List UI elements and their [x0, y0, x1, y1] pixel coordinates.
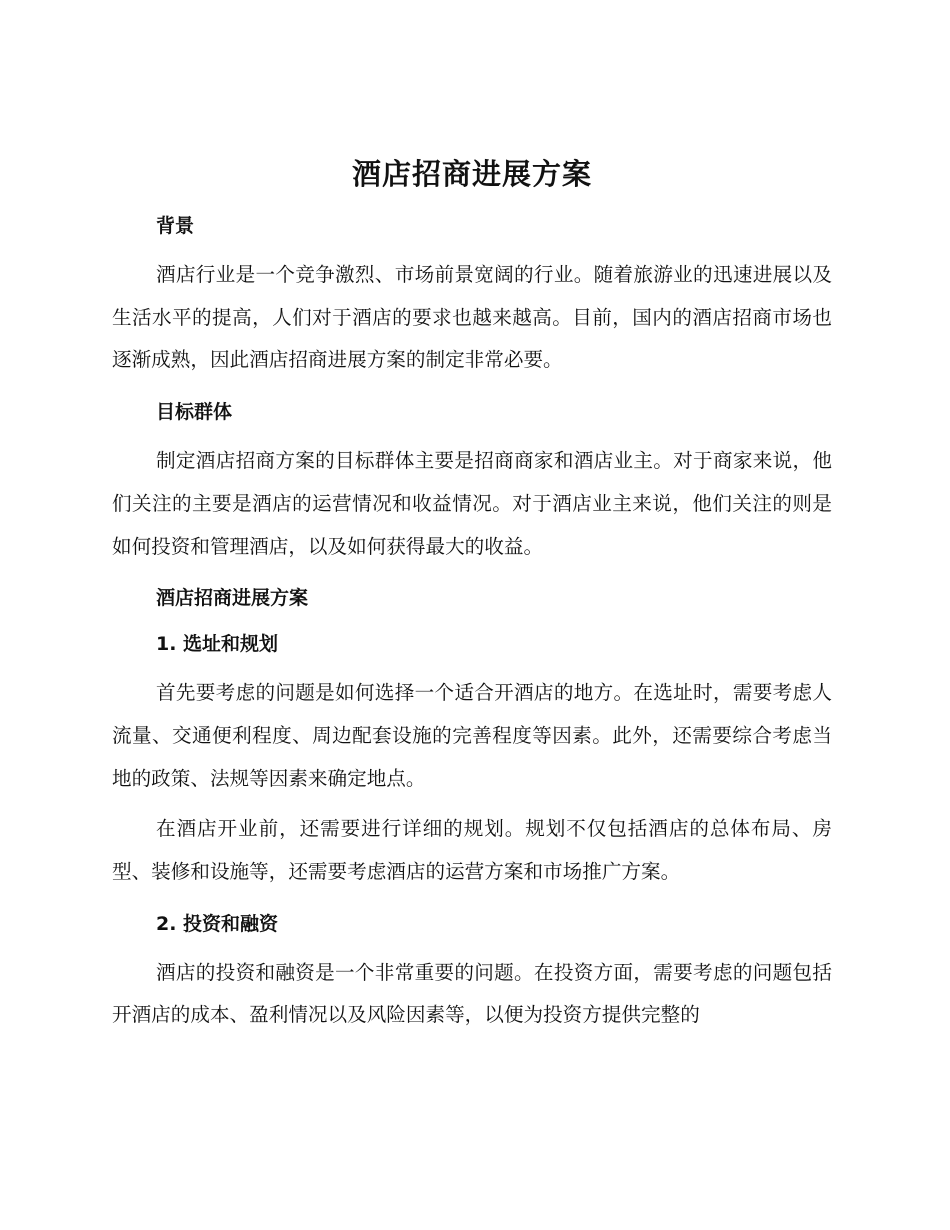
- spacer: [112, 382, 832, 392]
- paragraph-site-selection-1: 首先要考虑的问题是如何选择一个适合开酒店的地方。在选址时，需要考虑人流量、交通便利程度、周边配套设施的完善程度等因素。此外，还需要综合考虑当地的政策、法规等因素来确定地点。: [112, 681, 832, 790]
- spacer: [112, 664, 832, 672]
- heading-plan: 酒店招商进展方案: [156, 587, 309, 610]
- paragraph-site-selection-2: 在酒店开业前，还需要进行详细的规划。规划不仅包括酒店的总体布局、房型、装修和设施等，还需要考虑酒店的运营方案和市场推广方案。: [112, 817, 832, 884]
- heading-investment-financing: 2. 投资和融资: [156, 912, 279, 935]
- paragraph-background: 酒店行业是一个竞争激烈、市场前景宽阔的行业。随着旅游业的迅速进展以及生活水平的提高，人们对于酒店的要求也越来越高。目前，国内的酒店招商市场也逐渐成熟，因此酒店招商进展方案的制定非常必要。: [112, 263, 832, 372]
- heading-target-group: 目标群体: [156, 401, 233, 424]
- paragraph-target-group: 制定酒店招商方案的目标群体主要是招商商家和酒店业主。对于商家来说，他们关注的主要是酒店的运营情况和收益情况。对于酒店业主来说，他们关注的则是如何投资和管理酒店，以及如何获得最大的收益。: [112, 449, 832, 558]
- spacer: [112, 944, 832, 952]
- heading-background: 背景: [156, 215, 195, 237]
- paragraph-investment-financing-1: 酒店的投资和融资是一个非常重要的问题。在投资方面，需要考虑的问题包括开酒店的成本、盈利情况以及风险因素等，以便为投资方提供完整的: [112, 960, 832, 1027]
- document-body: [112, 148, 832, 1037]
- heading-site-selection: 1. 选址和规划: [156, 633, 279, 656]
- document-title: 酒店招商进展方案: [351, 157, 592, 191]
- spacer: [112, 432, 832, 440]
- spacer: [112, 894, 832, 904]
- spacer: [112, 800, 832, 808]
- spacer: [112, 246, 832, 254]
- spacer: [112, 568, 832, 578]
